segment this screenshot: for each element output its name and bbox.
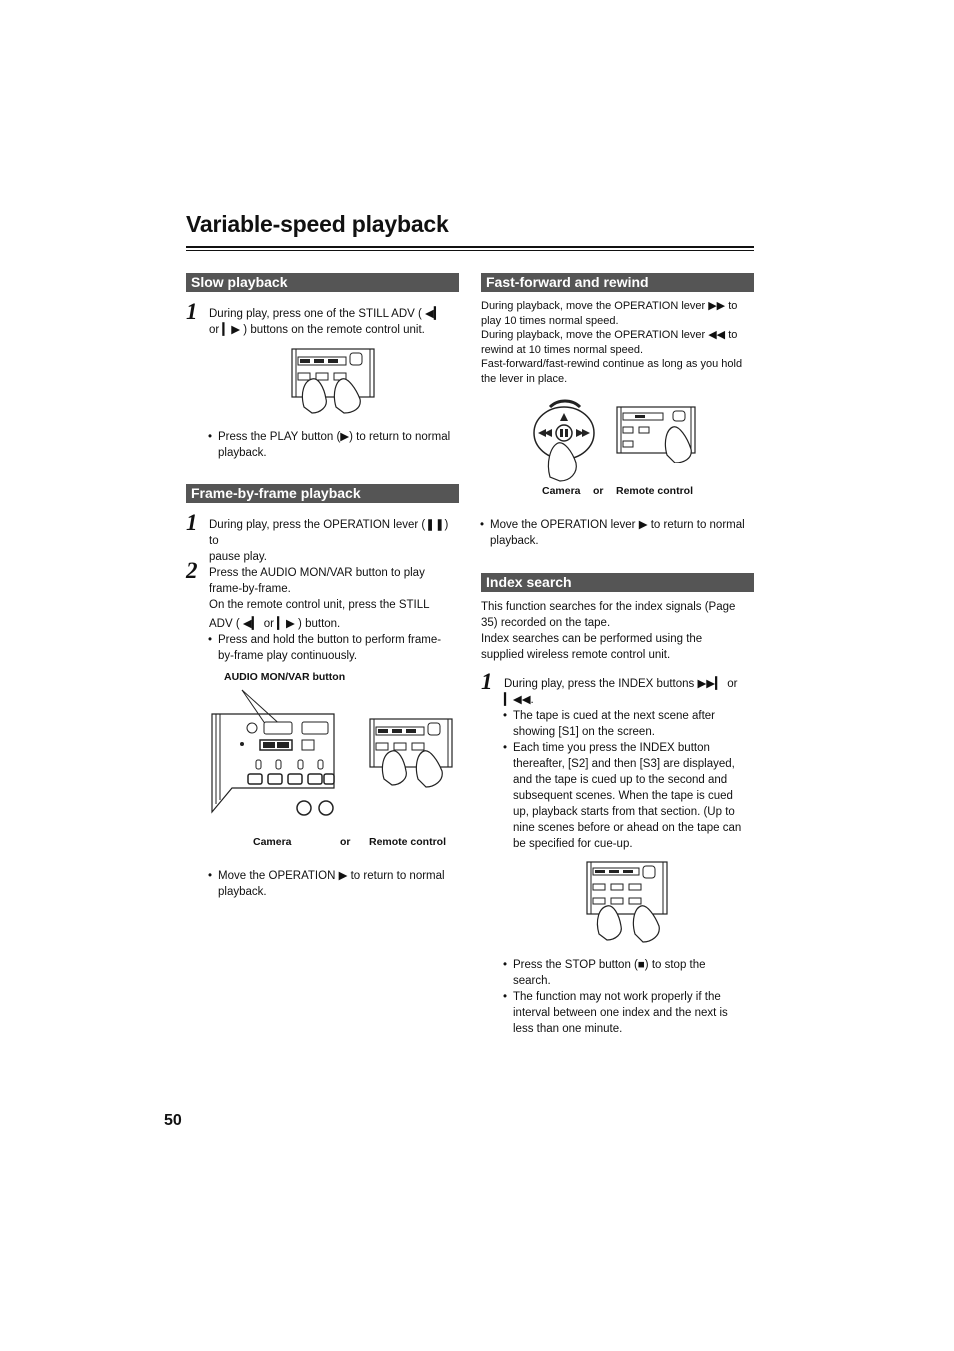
step-number: 1 (186, 510, 198, 535)
ff-bullet-1: • Move the OPERATION lever ▶ to return to normal playback. (480, 517, 765, 549)
section-heading-frame: Frame-by-frame playback (186, 484, 459, 503)
remote-control-illustration (615, 405, 699, 463)
caption-or: or (340, 836, 351, 848)
title-rule-thin (186, 250, 754, 251)
operation-lever-illustration (530, 397, 598, 483)
index-intro: This function searches for the index signals (Page 35) recorded on the tape. Index searches can be performed using the supplied wireless remote control unit. (481, 601, 736, 661)
section-heading-slow: Slow playback (186, 273, 459, 292)
frame-bullet-2: • Move the OPERATION ▶ to return to normal playback. (208, 868, 473, 900)
page-number: 50 (164, 1112, 182, 1129)
step-number: 2 (186, 558, 198, 583)
index-bullet-4: • The function may not work properly if the interval between one index and the next is less than one minute. (503, 989, 765, 1037)
caption-camera: Camera (253, 836, 292, 848)
index-bullet-1: • The tape is cued at the next scene after showing [S1] on the screen. (503, 708, 765, 740)
caption-remote: Remote control (616, 485, 694, 497)
step-number: 1 (186, 299, 198, 324)
slow-step1: During play, press one of the STILL ADV ( ◀▎ or ▎▶ ) buttons on the remote control unit. (209, 308, 443, 336)
frame-step1: During play, press the OPERATION lever (❚❚) to pause play. (209, 519, 449, 563)
section-heading-ff: Fast-forward and rewind (481, 273, 754, 292)
caption-camera: Camera (542, 485, 581, 497)
frame-bullet-1: • Press and hold the button to perform frame- by-frame play continuously. (208, 632, 473, 664)
page-title: Variable-speed playback (186, 211, 449, 237)
title-rule (186, 246, 754, 248)
remote-control-illustration (585, 860, 675, 944)
index-bullet-3: • Press the STOP button (■) to stop the search. (503, 957, 765, 989)
index-step1: During play, press the INDEX buttons ▶▶▎ or ▎◀◀. (504, 678, 738, 706)
step-number: 1 (481, 669, 493, 694)
camera-panel-illustration (208, 686, 338, 816)
index-bullet-2: • Each time you press the INDEX button thereafter, [S2] and then [S3] are displayed, and the tape is cued up to the second and subsequent scenes. When the tape is cued up, playback starts from that section. (Up to nine scenes before or ahead on the tape can be specified for cue-up. (503, 740, 765, 852)
remote-control-illustration (368, 717, 458, 789)
slow-bullet-1: • Press the PLAY button (▶) to return to normal playback. (208, 429, 473, 461)
caption-remote: Remote control (369, 836, 447, 848)
section-heading-index: Index search (481, 573, 754, 592)
caption-or: or (593, 485, 604, 497)
frame-step2: Press the AUDIO MON/VAR button to play frame-by-frame. On the remote control unit, press the STILL ADV ( ◀▎ or ▎▶ ) button. (209, 567, 430, 630)
ff-body: During playback, move the OPERATION lever ▶▶ to play 10 times normal speed. During playback, move the OPERATION lever ◀◀ to rewind at 10 times normal speed. Fast-forward/fast-rewind continue as long as you hold the lever in place. (481, 300, 743, 385)
remote-control-illustration (290, 347, 380, 415)
figure-label: AUDIO MON/VAR button (224, 671, 346, 683)
